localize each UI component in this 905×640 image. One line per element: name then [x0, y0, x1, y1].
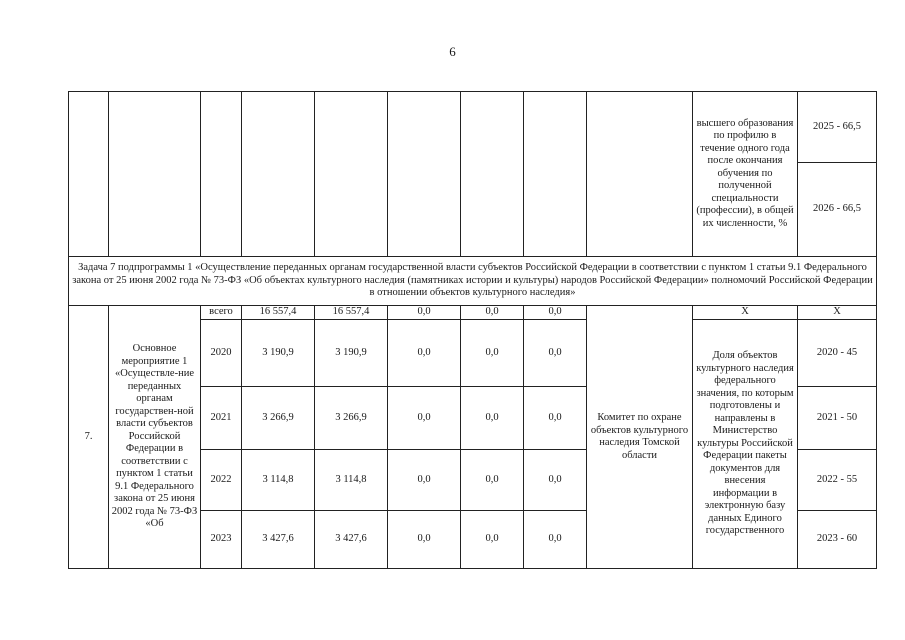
top-row-1 — [69, 92, 877, 163]
program-table — [68, 91, 877, 569]
activity-indicator: Доля объектов культурного наследия федерального значения, по которым подготовлены и направлены в Министерство культуры Российской Федерации пакеты документов для внесения информации в электронную базу данных Единого государственного — [693, 320, 798, 569]
x-mark-cell: Х — [798, 306, 877, 320]
cell-empty — [109, 92, 201, 257]
cell-empty — [201, 92, 242, 257]
x-mark-cell: Х — [693, 306, 798, 320]
year-cell: всего — [201, 306, 242, 320]
amount-cell: 0,0 — [388, 306, 461, 320]
cell-empty — [388, 92, 461, 257]
page-number: 6 — [449, 44, 456, 59]
amount-cell: 3 114,8 — [242, 450, 315, 511]
cell-empty — [524, 92, 587, 257]
amount-cell: 3 427,6 — [315, 511, 388, 569]
amount-cell: 0,0 — [461, 306, 524, 320]
amount-cell: 3 266,9 — [315, 387, 388, 450]
year-cell: 2023 — [201, 511, 242, 569]
task-row — [69, 257, 877, 306]
activity-total-row — [69, 306, 877, 320]
amount-cell: 3 190,9 — [315, 320, 388, 387]
amount-cell: 0,0 — [524, 320, 587, 387]
amount-cell: 0,0 — [524, 450, 587, 511]
amount-cell: 3 190,9 — [242, 320, 315, 387]
amount-cell: 16 557,4 — [242, 306, 315, 320]
year-cell: 2020 — [201, 320, 242, 387]
amount-cell: 0,0 — [461, 387, 524, 450]
cell-empty — [69, 92, 109, 257]
target-value: 2023 - 60 — [798, 511, 877, 569]
target-value: 2022 - 55 — [798, 450, 877, 511]
cell-empty — [242, 92, 315, 257]
task-heading: Задача 7 подпрограммы 1 «Осуществление переданных органам государственной власти субъектов Российской Федерации в соответствии с пунктом 1 статьи 9.1 Федерального закона от 25 июня 2002 года № 73-ФЗ «Об объектах культурного наследия (памятниках истории и культуры) народов Российской Федерации» полномочий Российской Федерации в отношении объектов культурного наследия» — [69, 257, 877, 306]
amount-cell: 16 557,4 — [315, 306, 388, 320]
cell-empty — [587, 92, 693, 257]
cell-empty — [315, 92, 388, 257]
amount-cell: 0,0 — [524, 387, 587, 450]
activity-name: Основное мероприятие 1 «Осуществле-ние переданных органам государствен-ной власти субъектов Российской Федерации в соответствии с пунктом 1 статьи 9.1 Федерального закона от 25 июня 2002 года № 73-ФЗ «Об — [109, 306, 201, 569]
target-value: 2020 - 45 — [798, 320, 877, 387]
amount-cell: 3 427,6 — [242, 511, 315, 569]
amount-cell: 0,0 — [524, 306, 587, 320]
amount-cell: 0,0 — [388, 387, 461, 450]
amount-cell: 0,0 — [388, 450, 461, 511]
target-value: 2021 - 50 — [798, 387, 877, 450]
cell-empty — [461, 92, 524, 257]
target-value: 2026 - 66,5 — [798, 163, 877, 257]
target-value: 2025 - 66,5 — [798, 92, 877, 163]
amount-cell: 0,0 — [461, 511, 524, 569]
amount-cell: 0,0 — [524, 511, 587, 569]
amount-cell: 0,0 — [388, 320, 461, 387]
indicator-continuation: высшего образования по профилю в течение одного года после окончания обучения по полученной специальности (профессии), в общей их численности, % — [693, 92, 798, 257]
amount-cell: 0,0 — [461, 450, 524, 511]
amount-cell: 3 266,9 — [242, 387, 315, 450]
activity-number: 7. — [69, 306, 109, 569]
amount-cell: 3 114,8 — [315, 450, 388, 511]
executor-cell: Комитет по охране объектов культурного наследия Томской области — [587, 306, 693, 569]
amount-cell: 0,0 — [461, 320, 524, 387]
year-cell: 2021 — [201, 387, 242, 450]
year-cell: 2022 — [201, 450, 242, 511]
amount-cell: 0,0 — [388, 511, 461, 569]
